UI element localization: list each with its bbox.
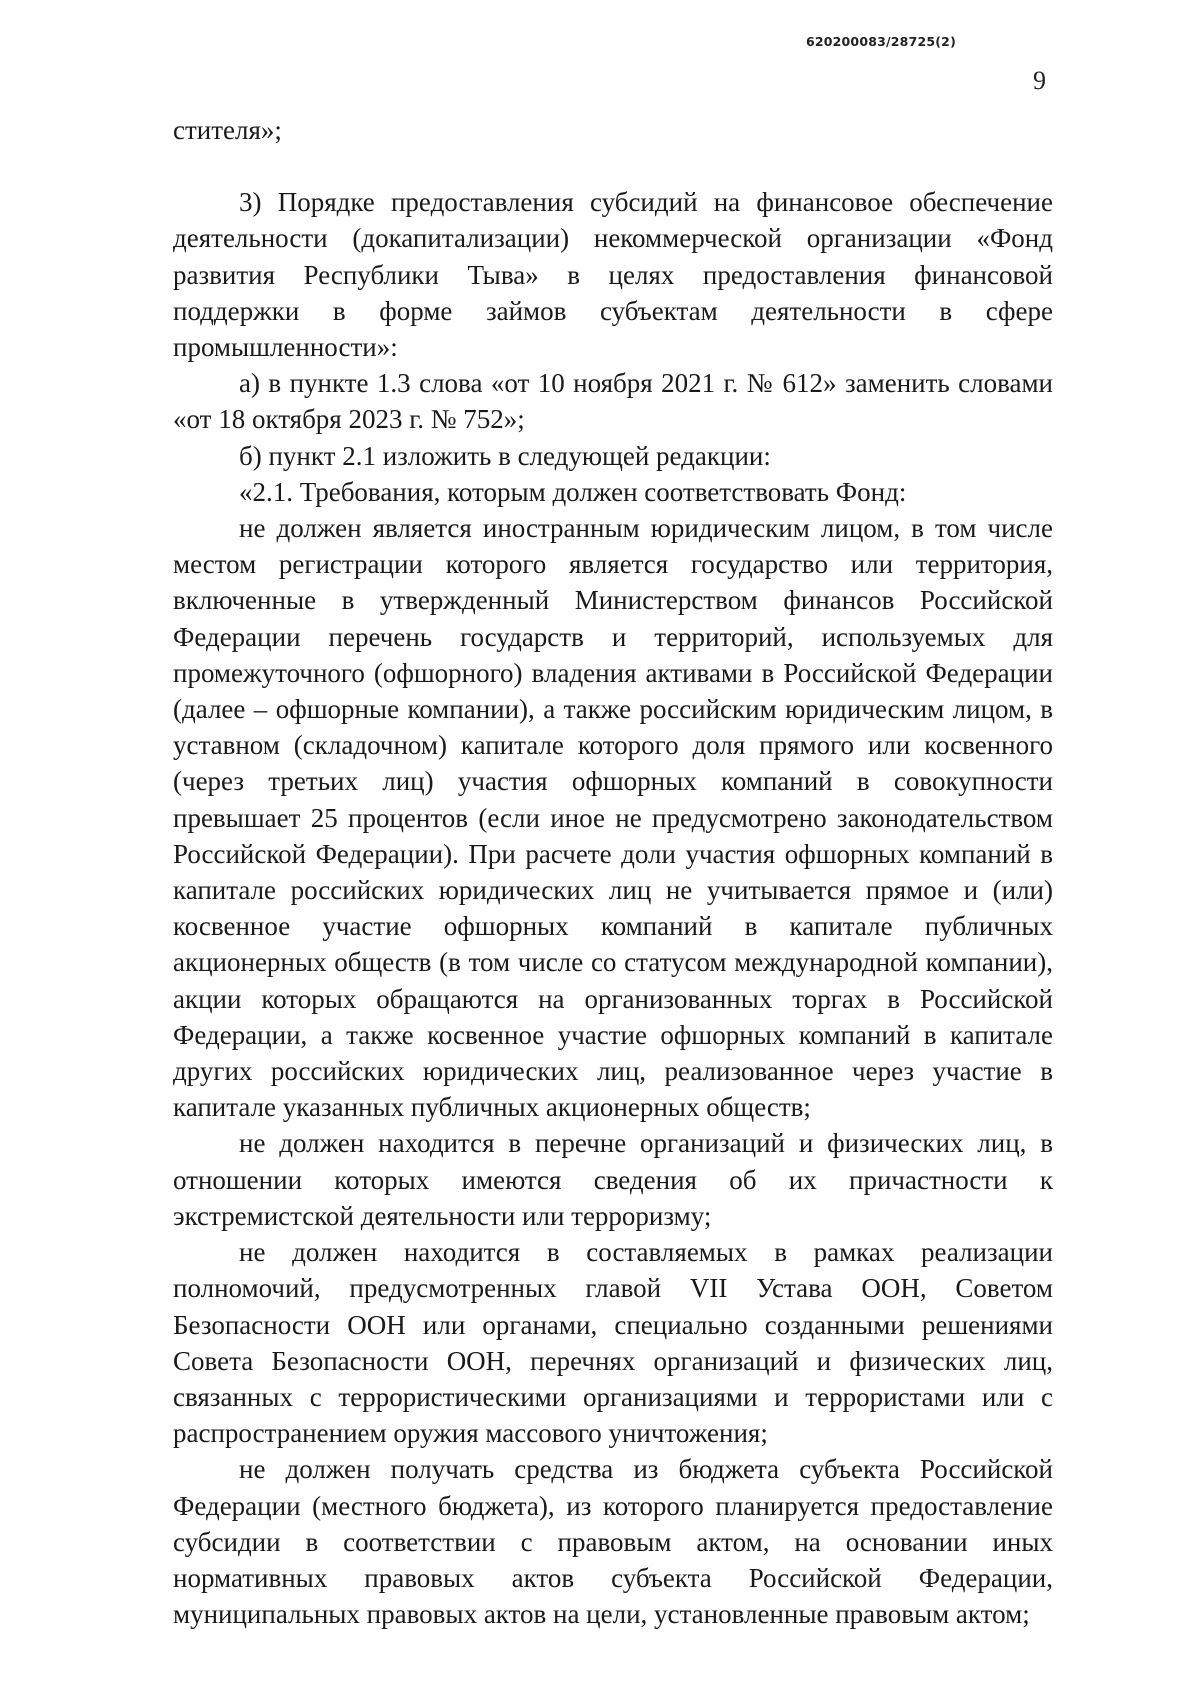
paragraph-clause-2-1: «2.1. Требования, которым должен соответствовать Фонд:: [239, 476, 907, 507]
paragraph-item-3: 3) Порядке предоставления субсидий на финансовое обеспечение деятельности (докапитализации) некоммерческой организации «Фонд развития Республики Тыва» в целях предоставления финансовой поддержки в форме займов субъектам деятельности в сфере промышленности»:: [173, 187, 1053, 363]
paragraph-requirement-offshore: не должен является иностранным юридическим лицом, в том числе местом регистрации которого является государство или территория, включенные в утвержденный Министерством финансов Российской Федерации перечень государств и территорий, используемых для промежуточного (офшорного) владения активами в Российской Федерации (далее – офшорные компании), а также российским юридическим лицом, в уставном (складочном) капитале которого доля прямого или косвенного (через третьих лиц) участия офшорных компаний в совокупности превышает 25 процентов (если иное не предусмотрено законодательством Российской Федерации). При расчете доли участия офшорных компаний в капитале российских юридических лиц не учитывается прямое и (или) косвенное участие офшорных компаний в капитале публичных акционерных обществ (в том числе со статусом международной компании), акции которых обращаются на организованных торгах в Российской Федерации, а также косвенное участие офшорных компаний в капитале других российских юридических лиц, реализованное через участие в капитале указанных публичных акционерных обществ;: [173, 513, 1053, 1123]
document-registration-code: 620200083/28725(2): [805, 34, 956, 49]
paragraph-requirement-budget: не должен получать средства из бюджета субъекта Российской Федерации (местного бюджета), из которого планируется предоставление субсидии в соответствии с правовым актом, на основании иных нормативных правовых актов субъекта Российской Федерации, муниципальных правовых актов на цели, установленные правовым актом;: [173, 1454, 1053, 1630]
paragraph-requirement-extremism: не должен находится в перечне организаций и физических лиц, в отношении которых имеются сведения об их причастности к экстремистской деятельности или терроризму;: [173, 1128, 1053, 1231]
paragraph-requirement-un-lists: не должен находится в составляемых в рамках реализации полномочий, предусмотренных главой VII Устава ООН, Советом Безопасности ООН или органами, специально созданными решениями Совета Безопасности ООН, перечнях организаций и физических лиц, связанных с террористическими организациями и террористами или с распространением оружия массового уничтожения;: [173, 1237, 1053, 1449]
document-body: [173, 112, 1053, 1632]
paragraph-continuation: стителя»;: [173, 115, 282, 145]
page-number: 9: [1033, 66, 1046, 95]
paragraph-subitem-b: б) пункт 2.1 изложить в следующей редакции:: [239, 440, 771, 471]
paragraph-subitem-a: а) в пункте 1.3 слова «от 10 ноября 2021 г. № 612» заменить словами «от 18 октября 2023 г. № 752»;: [173, 368, 1053, 435]
